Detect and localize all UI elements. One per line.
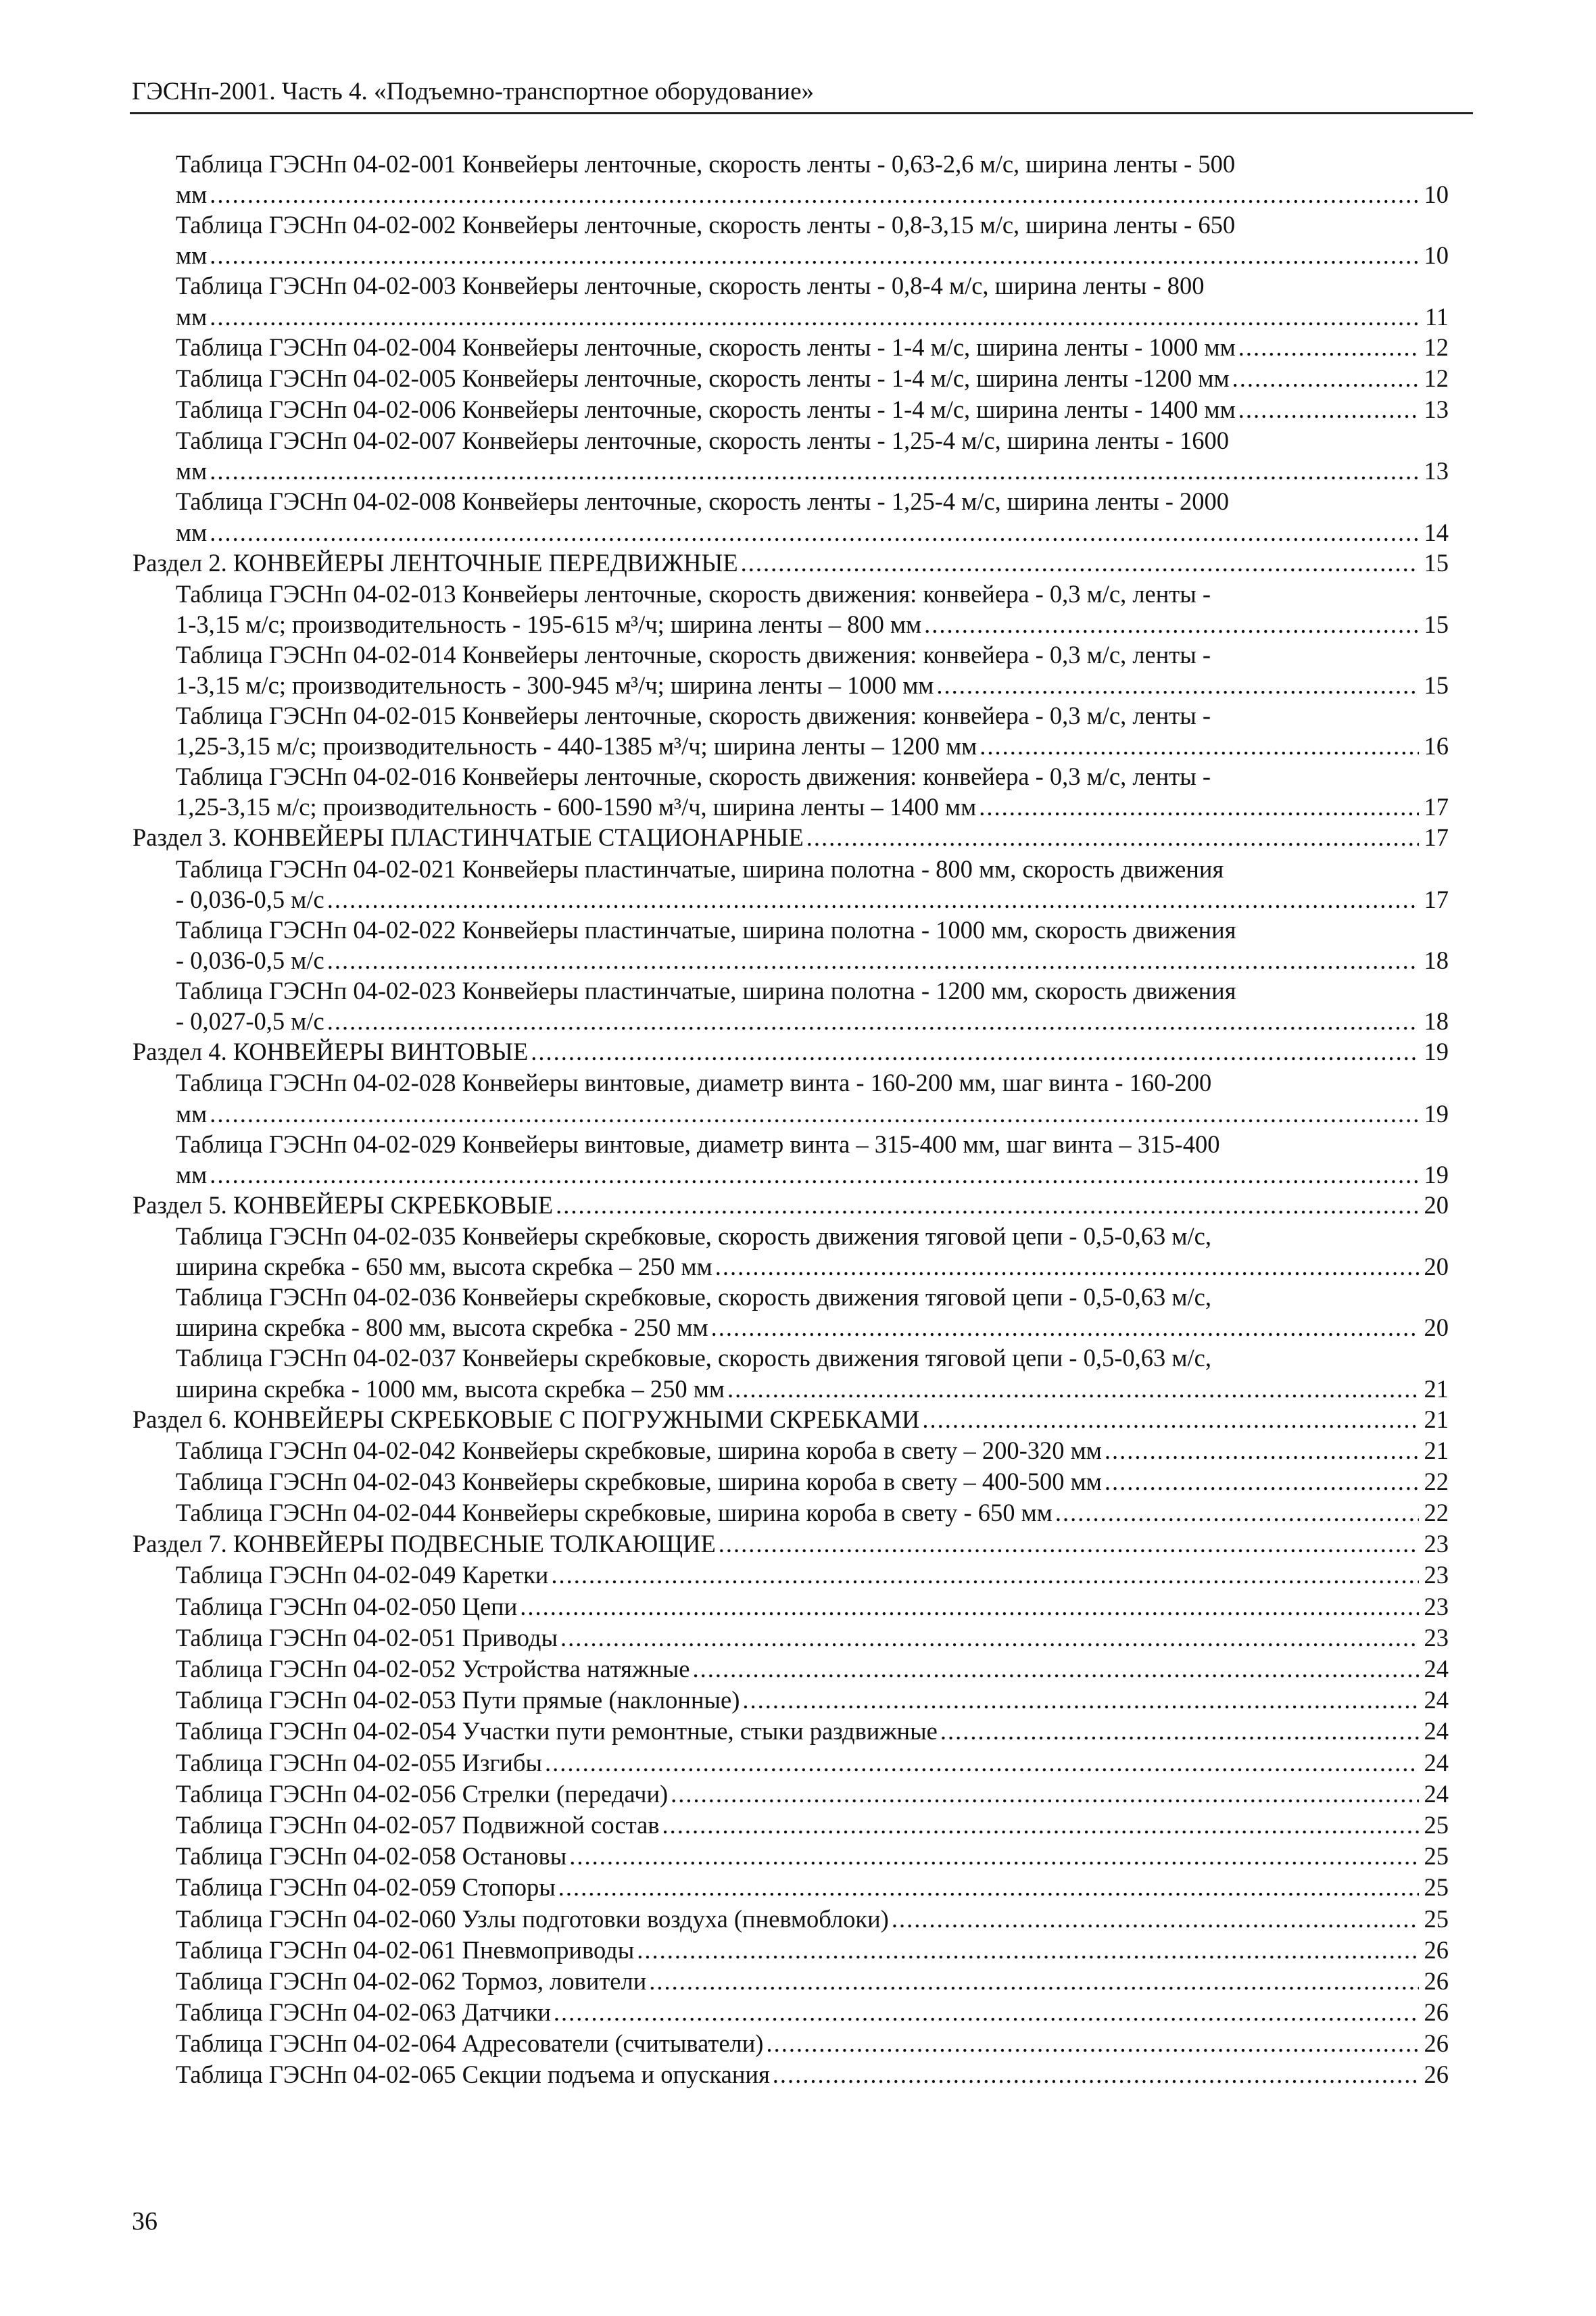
toc-line [132,1036,1449,1067]
header-rule [130,112,1473,114]
toc-table-entry[interactable] [132,1810,1449,1841]
toc-line [132,579,1449,610]
toc-page-number: 26 [1424,2029,1449,2058]
toc-entry-text: Таблица ГЭСНп 04-02-054 Участки пути ремонтные, стыки раздвижные [176,1717,938,1745]
toc-entry-text: Таблица ГЭСНп 04-02-014 Конвейеры ленточные, скорость движения: конвейера - 0,3 м/с, ленты - [176,640,1211,669]
toc-line [132,1528,1449,1560]
toc-entry-text: Таблица ГЭСНп 04-02-015 Конвейеры ленточные, скорость движения: конвейера - 0,3 м/с, ленты - [176,702,1211,730]
toc-table-entry[interactable] [132,1904,1449,1935]
toc-entry-text: Таблица ГЭСНп 04-02-005 Конвейеры ленточные, скорость ленты - 1-4 м/с, ширина ленты -1200 мм [176,364,1230,392]
toc-entry-text: Таблица ГЭСНп 04-02-065 Секции подъема и опускания [176,2060,770,2089]
toc-line [132,425,1449,456]
dot-leader [210,1160,1419,1190]
toc-table-entry[interactable] [132,579,1449,640]
toc-line [132,1313,1449,1343]
toc-page-number: 12 [1424,364,1449,392]
toc-entry-text: ширина скребка - 800 мм, высота скребка - 250 мм [176,1313,708,1342]
toc-table-entry[interactable] [132,1591,1449,1622]
toc-table-entry[interactable] [132,1966,1449,1997]
toc-line [132,1935,1449,1966]
toc-table-entry[interactable] [132,210,1449,270]
toc-entry-text: 1-3,15 м/с; производительность - 195-615 м³/ч; ширина ленты – 800 мм [176,610,922,638]
toc-line [132,302,1449,332]
toc-entry-text: Таблица ГЭСНп 04-02-008 Конвейеры ленточные, скорость ленты - 1,25-4 м/с, ширина ленты - 2000 [176,487,1230,516]
dot-leader [637,1935,1419,1966]
dot-leader [569,1841,1419,1872]
toc-section-entry[interactable] [132,1190,1449,1221]
toc-line [132,210,1449,241]
dot-leader [766,2028,1419,2059]
toc-line [132,1716,1449,1747]
toc-entry-text: мм [176,241,208,270]
toc-table-entry[interactable] [132,1685,1449,1716]
dot-leader [554,1997,1419,2028]
dot-leader [662,1810,1419,1841]
toc-line [132,332,1449,363]
toc-table-entry[interactable] [132,1997,1449,2028]
dot-leader [936,671,1419,700]
toc-line [132,180,1449,210]
toc-entry-text: Таблица ГЭСНп 04-02-050 Цепи [176,1592,518,1620]
toc-entry-text: - 0,036-0,5 м/с [176,946,324,974]
toc-page-number: 10 [1424,241,1449,270]
toc-line [132,854,1449,885]
toc-table-entry[interactable] [132,1716,1449,1747]
toc-entry-text: Таблица ГЭСНп 04-02-052 Устройства натяжные [176,1655,690,1683]
toc-line [132,671,1449,700]
dot-leader [892,1904,1419,1935]
toc-line [132,700,1449,731]
dot-leader [727,1374,1419,1404]
dot-leader [210,302,1419,332]
toc-table-entry[interactable] [132,149,1449,210]
toc-page-number: 17 [1424,793,1449,821]
toc-page-number: 22 [1424,1499,1449,1527]
table-of-contents [132,149,1449,2091]
toc-table-entry[interactable] [132,1841,1449,1872]
toc-line [132,1099,1449,1129]
dot-leader [520,1591,1419,1622]
toc-page-number: 17 [1424,823,1449,852]
toc-entry-text: Таблица ГЭСНп 04-02-035 Конвейеры скребковые, скорость движения тяговой цепи - 0,5-0,63 м/с, [176,1222,1211,1250]
toc-entry-text: Таблица ГЭСНп 04-02-061 Пневмоприводы [176,1935,635,1964]
toc-page-number: 14 [1424,518,1449,546]
toc-line [132,1374,1449,1404]
toc-entry-text: Таблица ГЭСНп 04-02-062 Тормоз, ловители [176,1967,647,1995]
dot-leader [327,885,1419,915]
toc-line [132,456,1449,486]
toc-line [132,1435,1449,1466]
toc-line [132,1221,1449,1252]
toc-line [132,1779,1449,1810]
dot-leader [551,1560,1419,1591]
dot-leader [210,180,1419,210]
toc-page-number: 11 [1424,302,1449,331]
toc-line [132,975,1449,1007]
toc-entry-text: Таблица ГЭСНп 04-02-006 Конвейеры ленточные, скорость ленты - 1-4 м/с, ширина ленты - 1400 мм [176,395,1236,423]
toc-page-number: 21 [1424,1436,1449,1464]
dot-leader [980,731,1419,761]
toc-entry-text: Таблица ГЭСНп 04-02-016 Конвейеры ленточные, скорость движения: конвейера - 0,3 м/с, ленты - [176,763,1211,791]
toc-line [132,792,1449,822]
toc-line [132,149,1449,180]
toc-line [132,270,1449,301]
toc-line [132,1685,1449,1716]
toc-line [132,1466,1449,1497]
toc-entry-text: Таблица ГЭСНп 04-02-058 Остановы [176,1842,567,1871]
dot-leader [719,1528,1419,1560]
toc-table-entry[interactable] [132,1779,1449,1810]
toc-table-entry[interactable] [132,394,1449,425]
toc-entry-text: Раздел 6. КОНВЕЙЕРЫ СКРЕБКОВЫЕ С ПОГРУЖНЫМИ СКРЕБКАМИ [132,1405,920,1433]
toc-entry-text: Таблица ГЭСНп 04-02-004 Конвейеры ленточные, скорость ленты - 1-4 м/с, ширина ленты - 1000 мм [176,333,1236,361]
toc-entry-text: мм [176,1099,208,1128]
toc-line [132,548,1449,579]
toc-entry-text: Таблица ГЭСНп 04-02-053 Пути прямые (наклонные) [176,1686,740,1714]
toc-page-number: 22 [1424,1467,1449,1495]
toc-page-number: 23 [1424,1530,1449,1558]
toc-entry-text: Раздел 3. КОНВЕЙЕРЫ ПЛАСТИНЧАТЫЕ СТАЦИОНАРНЫЕ [132,823,804,852]
toc-line [132,1560,1449,1591]
toc-page-number: 25 [1424,1810,1449,1839]
toc-entry-text: Таблица ГЭСНп 04-02-043 Конвейеры скребковые, ширина короба в свету – 400-500 мм [176,1467,1102,1495]
toc-entry-text: Таблица ГЭСНп 04-02-044 Конвейеры скребковые, ширина короба в свету - 650 мм [176,1499,1053,1527]
toc-page-number: 24 [1424,1717,1449,1745]
toc-line [132,518,1449,548]
dot-leader [1105,1435,1419,1466]
toc-table-entry[interactable] [132,270,1449,331]
toc-page-number: 20 [1424,1313,1449,1342]
toc-entry-text: Таблица ГЭСНп 04-02-028 Конвейеры винтовые, диаметр винта - 160-200 мм, шаг винта - 160-200 [176,1069,1212,1097]
toc-page-number: 24 [1424,1779,1449,1808]
toc-entry-text: Таблица ГЭСНп 04-02-057 Подвижной состав [176,1810,660,1839]
toc-entry-text: 1,25-3,15 м/с; производительность - 440-1385 м³/ч; ширина ленты – 1200 мм [176,732,977,761]
dot-leader [715,1252,1419,1282]
dot-leader [1105,1466,1419,1497]
dot-leader [922,1404,1419,1435]
dot-leader [1238,332,1419,363]
toc-page-number: 12 [1424,333,1449,361]
toc-entry-text: Таблица ГЭСНп 04-02-049 Каретки [176,1561,549,1589]
toc-line [132,1067,1449,1099]
toc-section-entry[interactable] [132,822,1449,853]
toc-table-entry[interactable] [132,915,1449,975]
dot-leader [773,2059,1419,2090]
dot-leader [327,946,1419,975]
toc-table-entry[interactable] [132,1221,1449,1282]
toc-table-entry[interactable] [132,1282,1449,1343]
toc-section-entry[interactable] [132,1528,1449,1560]
toc-page-number: 19 [1424,1160,1449,1188]
toc-table-entry[interactable] [132,854,1449,915]
toc-entry-text: - 0,027-0,5 м/с [176,1007,324,1036]
toc-page-number: 23 [1424,1561,1449,1589]
toc-entry-text: Раздел 7. КОНВЕЙЕРЫ ПОДВЕСНЫЕ ТОЛКАЮЩИЕ [132,1530,716,1558]
toc-section-entry[interactable] [132,1036,1449,1067]
toc-entry-text: ширина скребка - 1000 мм, высота скребка – 250 мм [176,1374,725,1403]
toc-table-entry[interactable] [132,1343,1449,1403]
toc-line [132,486,1449,517]
toc-line [132,610,1449,640]
dot-leader [1238,394,1419,425]
toc-entry-text: Таблица ГЭСНп 04-02-064 Адресователи (считыватели) [176,2029,764,2058]
toc-line [132,731,1449,761]
toc-entry-text: Таблица ГЭСНп 04-02-042 Конвейеры скребковые, ширина короба в свету – 200-320 мм [176,1436,1102,1464]
toc-line [132,1404,1449,1435]
toc-page-number: 26 [1424,2060,1449,2089]
dot-leader [1055,1497,1419,1528]
toc-page-number: 10 [1424,180,1449,209]
dot-leader [556,1190,1419,1221]
toc-entry-text: Таблица ГЭСНп 04-02-007 Конвейеры ленточные, скорость ленты - 1,25-4 м/с, ширина ленты - 1600 [176,427,1230,455]
toc-line [132,1252,1449,1282]
toc-line [132,1966,1449,1997]
toc-entry-text: мм [176,180,208,209]
toc-entry-text: Таблица ГЭСНп 04-02-055 Изгибы [176,1748,542,1777]
toc-line [132,761,1449,792]
toc-entry-text: - 0,036-0,5 м/с [176,885,324,913]
toc-line [132,822,1449,853]
dot-leader [560,1622,1419,1654]
dot-leader [531,1036,1419,1067]
toc-line [132,394,1449,425]
toc-entry-text: 1,25-3,15 м/с; производительность - 600-1590 м³/ч, ширина ленты – 1400 мм [176,793,977,821]
toc-entry-text: Таблица ГЭСНп 04-02-013 Конвейеры ленточные, скорость движения: конвейера - 0,3 м/с, ленты - [176,579,1211,608]
toc-page-number: 24 [1424,1748,1449,1777]
toc-table-entry[interactable] [132,1560,1449,1591]
toc-page-number: 17 [1424,885,1449,913]
toc-page-number: 25 [1424,1873,1449,1902]
toc-line [132,241,1449,270]
toc-line [132,885,1449,915]
toc-entry-text: Таблица ГЭСНп 04-02-022 Конвейеры пластинчатые, ширина полотна - 1000 мм, скорость движения [176,915,1236,944]
toc-table-entry[interactable] [132,1747,1449,1779]
toc-table-entry[interactable] [132,700,1449,761]
toc-table-entry[interactable] [132,1435,1449,1466]
dot-leader [924,610,1419,640]
toc-entry-text: мм [176,1160,208,1188]
toc-entry-text: мм [176,302,208,331]
toc-page-number: 26 [1424,1998,1449,2027]
toc-page-number: 15 [1424,610,1449,638]
toc-line [132,1810,1449,1841]
toc-entry-text: Таблица ГЭСНп 04-02-060 Узлы подготовки воздуха (пневмоблоки) [176,1904,889,1933]
toc-line [132,640,1449,671]
toc-line [132,363,1449,394]
dot-leader [806,822,1419,853]
toc-table-entry[interactable] [132,425,1449,486]
toc-page-number: 24 [1424,1686,1449,1714]
toc-page-number: 26 [1424,1935,1449,1964]
toc-table-entry[interactable] [132,332,1449,363]
toc-entry-text: Таблица ГЭСНп 04-02-059 Стопоры [176,1873,556,1902]
toc-page-number: 25 [1424,1842,1449,1871]
toc-line [132,946,1449,975]
toc-table-entry[interactable] [132,1872,1449,1903]
toc-line [132,1190,1449,1221]
toc-page-number: 25 [1424,1904,1449,1933]
toc-table-entry[interactable] [132,486,1449,547]
toc-table-entry[interactable] [132,1067,1449,1128]
toc-line [132,1654,1449,1685]
toc-page-number: 18 [1424,1007,1449,1036]
toc-line [132,915,1449,946]
toc-page-number: 15 [1424,548,1449,577]
toc-entry-text: Таблица ГЭСНп 04-02-002 Конвейеры ленточные, скорость ленты - 0,8-3,15 м/с, ширина ленты - 650 [176,211,1236,239]
toc-page-number: 19 [1424,1099,1449,1128]
toc-line [132,1160,1449,1190]
toc-line [132,1591,1449,1622]
toc-page-number: 24 [1424,1655,1449,1683]
toc-page-number: 26 [1424,1967,1449,1995]
toc-page-number: 18 [1424,946,1449,974]
toc-page-number: 21 [1424,1405,1449,1433]
running-header: ГЭСНп-2001. Часть 4. «Подъемно-транспортное оборудование» [132,78,815,105]
dot-leader [742,1685,1419,1716]
toc-table-entry[interactable] [132,2028,1449,2059]
toc-page-number: 20 [1424,1190,1449,1219]
toc-entry-text: Раздел 2. КОНВЕЙЕРЫ ЛЕНТОЧНЫЕ ПЕРЕДВИЖНЫЕ [132,548,738,577]
dot-leader [210,241,1419,270]
toc-page-number: 13 [1424,457,1449,485]
dot-leader [711,1313,1419,1343]
toc-table-entry[interactable] [132,640,1449,700]
toc-table-entry[interactable] [132,2059,1449,2090]
toc-section-entry[interactable] [132,548,1449,579]
toc-table-entry[interactable] [132,363,1449,394]
dot-leader [649,1966,1419,1997]
toc-entry-text: мм [176,518,208,546]
toc-entry-text: Раздел 5. КОНВЕЙЕРЫ СКРЕБКОВЫЕ [132,1190,554,1219]
toc-entry-text: Таблица ГЭСНп 04-02-063 Датчики [176,1998,551,2027]
toc-line [132,1007,1449,1036]
toc-page-number: 15 [1424,671,1449,700]
toc-line [132,1841,1449,1872]
toc-entry-text: Таблица ГЭСНп 04-02-023 Конвейеры пластинчатые, ширина полотна - 1200 мм, скорость движения [176,977,1236,1005]
toc-entry-text: Таблица ГЭСНп 04-02-003 Конвейеры ленточные, скорость ленты - 0,8-4 м/с, ширина ленты - 800 [176,272,1205,300]
toc-entry-text: мм [176,457,208,485]
toc-line [132,1747,1449,1779]
toc-line [132,1872,1449,1903]
dot-leader [671,1779,1419,1810]
toc-entry-text: Таблица ГЭСНп 04-02-037 Конвейеры скребковые, скорость движения тяговой цепи - 0,5-0,63 м/с, [176,1344,1211,1372]
page-number: 36 [132,2207,158,2236]
toc-table-entry[interactable] [132,1622,1449,1654]
dot-leader [210,518,1419,548]
toc-entry-text: Раздел 4. КОНВЕЙЕРЫ ВИНТОВЫЕ [132,1038,529,1066]
dot-leader [741,548,1419,579]
toc-table-entry[interactable] [132,1497,1449,1528]
toc-page-number: 16 [1424,732,1449,761]
toc-line [132,1622,1449,1654]
toc-line [132,1997,1449,2028]
toc-page-number: 19 [1424,1038,1449,1066]
toc-line [132,1497,1449,1528]
dot-leader [210,1099,1419,1129]
toc-entry-text: Таблица ГЭСНп 04-02-021 Конвейеры пластинчатые, ширина полотна - 800 мм, скорость движения [176,854,1224,883]
dot-leader [327,1007,1419,1036]
toc-page-number: 23 [1424,1623,1449,1651]
dot-leader [545,1747,1419,1779]
toc-table-entry[interactable] [132,975,1449,1036]
dot-leader [979,792,1419,822]
toc-page-number: 20 [1424,1253,1449,1281]
toc-page-number: 13 [1424,395,1449,423]
toc-section-entry[interactable] [132,1404,1449,1435]
toc-table-entry[interactable] [132,1466,1449,1497]
dot-leader [692,1654,1419,1685]
toc-table-entry[interactable] [132,1129,1449,1190]
toc-line [132,1343,1449,1374]
toc-entry-text: Таблица ГЭСНп 04-02-051 Приводы [176,1623,558,1651]
toc-line [132,1282,1449,1313]
toc-table-entry[interactable] [132,1654,1449,1685]
dot-leader [940,1716,1419,1747]
toc-line [132,1904,1449,1935]
dot-leader [210,456,1419,486]
toc-page-number: 21 [1424,1374,1449,1403]
toc-entry-text: 1-3,15 м/с; производительность - 300-945 м³/ч; ширина ленты – 1000 мм [176,671,934,700]
toc-table-entry[interactable] [132,761,1449,822]
dot-leader [558,1872,1419,1903]
toc-page-number: 23 [1424,1592,1449,1620]
toc-entry-text: Таблица ГЭСНп 04-02-029 Конвейеры винтовые, диаметр винта – 315-400 мм, шаг винта – 315-400 [176,1130,1220,1158]
toc-entry-text: Таблица ГЭСНп 04-02-056 Стрелки (передачи) [176,1779,669,1808]
toc-line [132,2059,1449,2090]
toc-entry-text: Таблица ГЭСНп 04-02-036 Конвейеры скребковые, скорость движения тяговой цепи - 0,5-0,63 м/с, [176,1283,1211,1311]
toc-line [132,2028,1449,2059]
dot-leader [1232,363,1419,394]
toc-line [132,1129,1449,1160]
toc-entry-text: ширина скребка - 650 мм, высота скребка – 250 мм [176,1253,712,1281]
toc-entry-text: Таблица ГЭСНп 04-02-001 Конвейеры ленточные, скорость ленты - 0,63-2,6 м/с, ширина ленты - 500 [176,150,1236,178]
toc-table-entry[interactable] [132,1935,1449,1966]
